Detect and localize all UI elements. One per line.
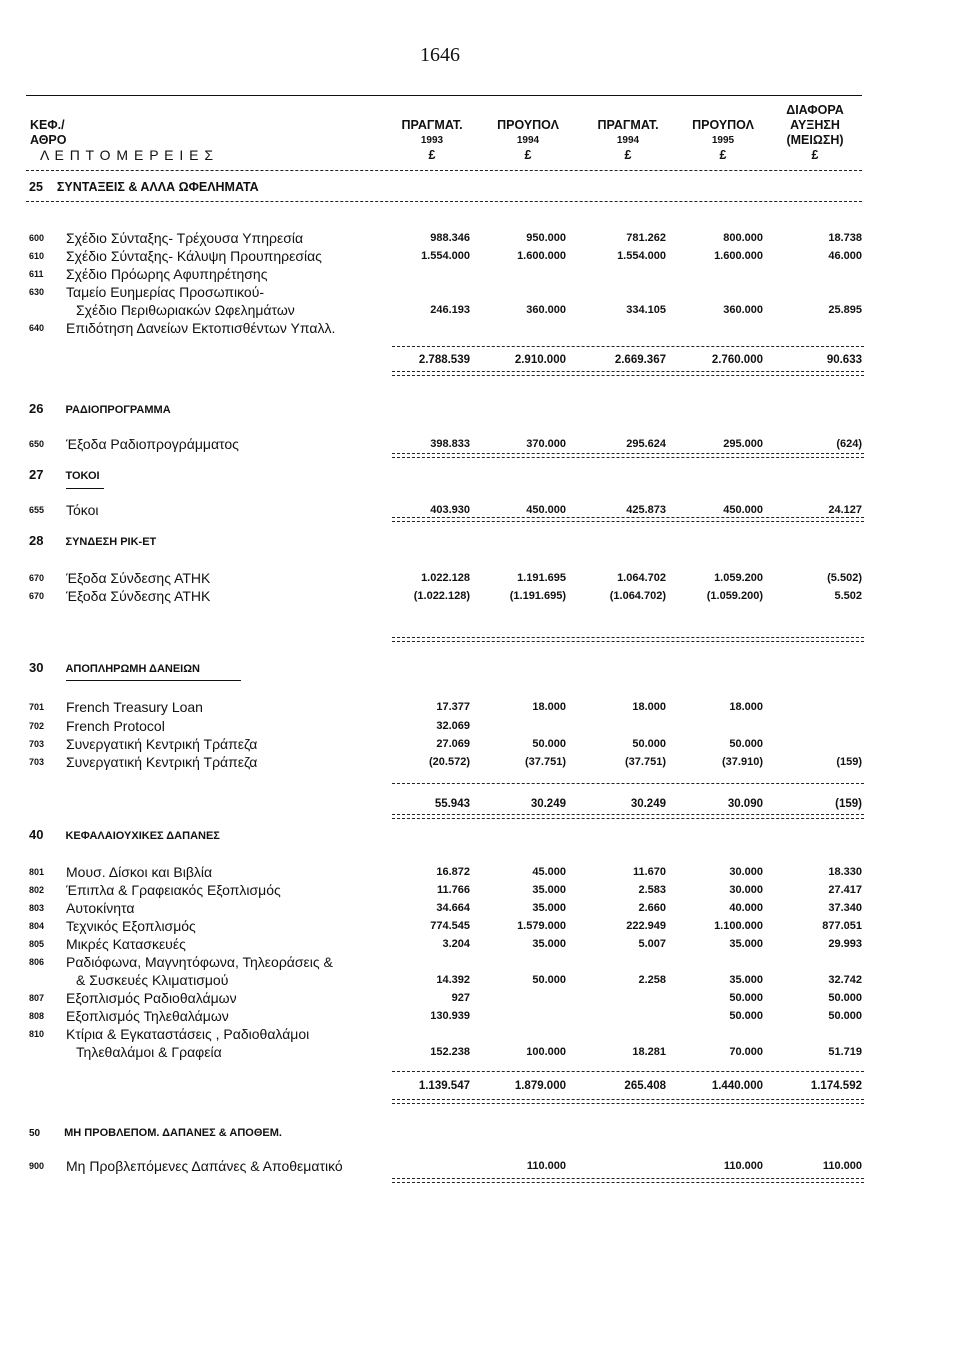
row-value: (20.572) bbox=[429, 756, 470, 768]
row-value: 35.000 bbox=[729, 974, 763, 986]
row-description: & Συσκευές Κλιματισμού bbox=[76, 972, 229, 988]
row-value: 46.000 bbox=[828, 250, 862, 262]
row-value: 35.000 bbox=[532, 938, 566, 950]
row-value: 110.000 bbox=[723, 1160, 763, 1172]
row-value: 34.664 bbox=[436, 902, 470, 914]
row-value: 130.939 bbox=[430, 1010, 470, 1022]
row-value: 51.719 bbox=[828, 1046, 862, 1058]
row-value: 1.600.000 bbox=[714, 250, 763, 262]
row-value: 27.069 bbox=[436, 738, 470, 750]
row-description: Τόκοι bbox=[66, 502, 99, 518]
row-value: 1.579.000 bbox=[517, 920, 566, 932]
total-value: 30.090 bbox=[727, 798, 763, 810]
row-value: 2.583 bbox=[638, 884, 666, 896]
row-description: Αυτοκίνητα bbox=[66, 900, 135, 916]
row-value: 2.258 bbox=[638, 974, 666, 986]
row-value: 32.742 bbox=[828, 974, 862, 986]
total-value: (159) bbox=[835, 798, 862, 810]
row-code: 802 bbox=[29, 885, 45, 895]
row-value: 1.554.000 bbox=[421, 250, 470, 262]
row-value: (1.059.200) bbox=[706, 590, 763, 602]
row-description: Μουσ. Δίσκοι και Βιβλία bbox=[66, 864, 213, 880]
row-value: 222.949 bbox=[626, 920, 666, 932]
row-description: Επιδότηση Δανείων Εκτοπισθέντων Υπαλλ. bbox=[66, 320, 336, 336]
row-description: Έξοδα Ραδιοπρογράμματος bbox=[66, 436, 239, 452]
row-value: 425.873 bbox=[626, 504, 666, 516]
row-value: 32.069 bbox=[436, 720, 470, 732]
row-value: 45.000 bbox=[532, 866, 566, 878]
row-value: (37.751) bbox=[625, 756, 666, 768]
row-code: 610 bbox=[29, 251, 45, 261]
row-description: Μικρές Κατασκευές bbox=[66, 936, 186, 952]
row-value: 29.993 bbox=[828, 938, 862, 950]
row-value: 25.895 bbox=[828, 304, 862, 316]
row-description: French Treasury Loan bbox=[66, 699, 203, 715]
row-value: 35.000 bbox=[729, 938, 763, 950]
total-underline-50 bbox=[392, 1178, 864, 1183]
row-value: 246.193 bbox=[430, 304, 470, 316]
row-description: Τεχνικός Εξοπλισμός bbox=[66, 918, 196, 934]
row-value: 35.000 bbox=[532, 902, 566, 914]
row-value: 800.000 bbox=[723, 232, 763, 244]
subtotal-rule-25 bbox=[392, 346, 864, 347]
total-underline-26 bbox=[392, 453, 864, 458]
row-value: 5.502 bbox=[834, 590, 862, 602]
row-value: 27.417 bbox=[828, 884, 862, 896]
row-value: (37.910) bbox=[722, 756, 763, 768]
row-code: 611 bbox=[29, 269, 44, 279]
row-value: 398.833 bbox=[430, 438, 470, 450]
row-value: 152.238 bbox=[430, 1046, 470, 1058]
row-value: 334.105 bbox=[626, 304, 666, 316]
row-value: 11.670 bbox=[632, 866, 666, 878]
row-code: 805 bbox=[29, 939, 45, 949]
row-code: 808 bbox=[29, 1011, 45, 1021]
col-header-budget-1994: ΠΡΟΥΠΟΛ 1994 £ bbox=[497, 118, 559, 162]
row-description: Κτίρια & Εγκαταστάσεις , Ραδιοθαλάμοι bbox=[66, 1026, 310, 1042]
section-28: 28 ΣΥΝΔΕΣΗ ΡΙΚ-ΕΤ bbox=[29, 533, 157, 548]
total-underline-27 bbox=[392, 517, 864, 522]
row-value: 50.000 bbox=[729, 992, 763, 1004]
section-27-underline bbox=[66, 488, 104, 489]
row-code: 810 bbox=[29, 1029, 45, 1039]
row-code: 803 bbox=[29, 903, 45, 913]
subtotal-rule-40 bbox=[392, 1071, 864, 1072]
section-30: 30 ΑΠΟΠΛΗΡΩΜΗ ΔΑΝΕΙΩΝ bbox=[29, 660, 200, 675]
row-value: 360.000 bbox=[526, 304, 566, 316]
row-code: 670 bbox=[29, 591, 45, 601]
row-value: 18.000 bbox=[632, 701, 666, 713]
row-value: (1.191.695) bbox=[509, 590, 566, 602]
row-code: 804 bbox=[29, 921, 45, 931]
total-value: 30.249 bbox=[530, 798, 566, 810]
total-value: 265.408 bbox=[624, 1080, 666, 1092]
row-value: 5.007 bbox=[638, 938, 666, 950]
row-value: 14.392 bbox=[436, 974, 470, 986]
row-value: 50.000 bbox=[532, 738, 566, 750]
row-code: 630 bbox=[29, 287, 45, 297]
row-value: 18.000 bbox=[532, 701, 566, 713]
row-code: 670 bbox=[29, 573, 45, 583]
row-value: 2.660 bbox=[638, 902, 666, 914]
row-description: Έπιπλα & Γραφειακός Εξοπλισμός bbox=[66, 882, 281, 898]
row-description: French Protocol bbox=[66, 718, 165, 734]
row-description: Έξοδα Σύνδεσης ΑΤΗΚ bbox=[66, 588, 211, 604]
row-value: 950.000 bbox=[526, 232, 566, 244]
row-code: 600 bbox=[29, 233, 45, 243]
row-value: 1.059.200 bbox=[714, 572, 763, 584]
row-value: 50.000 bbox=[729, 1010, 763, 1022]
row-value: 403.930 bbox=[430, 504, 470, 516]
row-value: 110.000 bbox=[822, 1160, 862, 1172]
total-value: 90.633 bbox=[826, 354, 862, 366]
total-underline-25 bbox=[392, 371, 864, 376]
row-value: 927 bbox=[451, 992, 470, 1004]
row-description: Ραδιόφωνα, Μαγνητόφωνα, Τηλεοράσεις & bbox=[66, 954, 333, 970]
row-value: 11.766 bbox=[436, 884, 470, 896]
row-description: Τηλεθαλάμοι & Γραφεία bbox=[76, 1044, 222, 1060]
row-description: Εξοπλισμός Ραδιοθαλάμων bbox=[66, 990, 237, 1006]
row-value: 3.204 bbox=[442, 938, 470, 950]
code-label-2: ΑΘΡΟ bbox=[30, 133, 67, 147]
row-value: (5.502) bbox=[827, 572, 862, 584]
row-value: 370.000 bbox=[526, 438, 566, 450]
row-description: Έξοδα Σύνδεσης ΑΤΗΚ bbox=[66, 570, 211, 586]
total-value: 1.139.547 bbox=[418, 1080, 470, 1092]
row-value: 70.000 bbox=[729, 1046, 763, 1058]
row-description: Συνεργατική Κεντρική Τράπεζα bbox=[66, 736, 258, 752]
row-value: 1.600.000 bbox=[517, 250, 566, 262]
total-value: 2.788.539 bbox=[418, 354, 470, 366]
row-code: 900 bbox=[29, 1161, 45, 1171]
section-25-rule bbox=[26, 201, 862, 202]
row-value: 16.872 bbox=[436, 866, 470, 878]
row-code: 640 bbox=[29, 323, 45, 333]
row-value: 1.064.702 bbox=[617, 572, 666, 584]
row-value: 50.000 bbox=[729, 738, 763, 750]
total-value: 1.440.000 bbox=[711, 1080, 763, 1092]
row-description: Μη Προβλεπόμενες Δαπάνες & Αποθεματικό bbox=[66, 1158, 343, 1174]
row-value: 18.000 bbox=[729, 701, 763, 713]
total-value: 30.249 bbox=[630, 798, 666, 810]
section-40: 40 ΚΕΦΑΛΑΙΟΥΧΙΚΕΣ ΔΑΠΑΝΕΣ bbox=[29, 827, 220, 842]
row-value: (624) bbox=[836, 438, 862, 450]
total-value: 1.174.592 bbox=[810, 1080, 862, 1092]
row-code: 650 bbox=[29, 439, 45, 449]
row-value: 50.000 bbox=[828, 1010, 862, 1022]
col-header-budget-1995: ΠΡΟΥΠΟΛ 1995 £ bbox=[692, 118, 754, 162]
row-value: 110.000 bbox=[526, 1160, 566, 1172]
col-header-actual-1993: ΠΡΑΓΜΑΤ. 1993 £ bbox=[401, 118, 463, 162]
row-value: 50.000 bbox=[828, 992, 862, 1004]
col-header-difference: ΔΙΑΦΟΡΑ ΑΥΞΗΣΗ (ΜΕΙΩΣΗ) £ bbox=[786, 103, 844, 162]
row-value: 30.000 bbox=[729, 884, 763, 896]
row-value: 18.330 bbox=[828, 866, 862, 878]
row-code: 655 bbox=[29, 505, 45, 515]
row-value: 1.554.000 bbox=[617, 250, 666, 262]
row-value: 35.000 bbox=[532, 884, 566, 896]
total-value: 1.879.000 bbox=[514, 1080, 566, 1092]
row-value: 18.738 bbox=[828, 232, 862, 244]
row-value: 1.022.128 bbox=[421, 572, 470, 584]
row-value: 37.340 bbox=[828, 902, 862, 914]
row-value: 50.000 bbox=[532, 974, 566, 986]
top-rule bbox=[26, 95, 862, 96]
row-value: (1.022.128) bbox=[413, 590, 470, 602]
row-description: Σχέδιο Σύνταξης- Κάλυψη Προυπηρεσίας bbox=[66, 248, 322, 264]
row-code: 703 bbox=[29, 757, 45, 767]
section-30-underline bbox=[66, 680, 241, 681]
row-value: 295.000 bbox=[723, 438, 763, 450]
row-value: (159) bbox=[836, 756, 862, 768]
section-25: 25 ΣΥΝΤΑΞΕΙΣ & ΑΛΛΑ ΩΦΕΛΗΜΑΤΑ bbox=[29, 180, 259, 194]
row-value: 30.000 bbox=[729, 866, 763, 878]
row-value: 50.000 bbox=[632, 738, 666, 750]
section-50: 50 ΜΗ ΠΡΟΒΛΕΠΟΜ. ΔΑΠΑΝΕΣ & ΑΠΟΘΕΜ. bbox=[29, 1127, 282, 1139]
row-value: 877.051 bbox=[822, 920, 862, 932]
row-code: 801 bbox=[29, 867, 45, 877]
row-value: 1.191.695 bbox=[517, 572, 566, 584]
total-value: 55.943 bbox=[434, 798, 470, 810]
total-value: 2.760.000 bbox=[711, 354, 763, 366]
row-value: 988.346 bbox=[430, 232, 470, 244]
row-description: Ταμείο Ευημερίας Προσωπικού- bbox=[66, 284, 265, 300]
total-value: 2.669.367 bbox=[614, 354, 666, 366]
total-value: 2.910.000 bbox=[514, 354, 566, 366]
row-description: Σχέδιο Σύνταξης- Τρέχουσα Υπηρεσία bbox=[66, 230, 304, 246]
row-value: (1.064.702) bbox=[609, 590, 666, 602]
row-description: Εξοπλισμός Τηλεθαλάμων bbox=[66, 1008, 229, 1024]
page-number: 1646 bbox=[420, 44, 460, 66]
row-value: 1.100.000 bbox=[714, 920, 763, 932]
total-underline-28 bbox=[392, 637, 864, 642]
row-value: 781.262 bbox=[626, 232, 666, 244]
row-value: 18.281 bbox=[632, 1046, 666, 1058]
row-value: 450.000 bbox=[526, 504, 566, 516]
row-description: Σχέδιο Πρόωρης Αφυπηρέτησης bbox=[66, 266, 268, 282]
row-description: Συνεργατική Κεντρική Τράπεζα bbox=[66, 754, 258, 770]
subtotal-rule-30 bbox=[392, 783, 864, 784]
section-27: 27 ΤΟΚΟΙ bbox=[29, 467, 100, 482]
total-underline-40 bbox=[392, 1099, 864, 1104]
header-rule bbox=[26, 170, 862, 171]
code-label: ΚΕΦ./ bbox=[30, 118, 65, 132]
row-value: 360.000 bbox=[723, 304, 763, 316]
row-code: 807 bbox=[29, 993, 45, 1003]
row-value: 40.000 bbox=[729, 902, 763, 914]
row-code: 702 bbox=[29, 721, 45, 731]
row-value: 17.377 bbox=[436, 701, 470, 713]
row-code: 701 bbox=[29, 702, 45, 712]
row-value: 295.624 bbox=[626, 438, 666, 450]
row-description: Σχέδιο Περιθωριακών Ωφελημάτων bbox=[76, 302, 295, 318]
row-value: 24.127 bbox=[828, 504, 862, 516]
col-header-actual-1994: ΠΡΑΓΜΑΤ. 1994 £ bbox=[597, 118, 659, 162]
row-code: 703 bbox=[29, 739, 45, 749]
row-value: 450.000 bbox=[723, 504, 763, 516]
details-label: Λ Ε Π Τ Ο Μ Ε Ρ Ε Ι Ε Σ bbox=[40, 147, 215, 163]
row-code: 806 bbox=[29, 957, 45, 967]
section-26: 26 ΡΑΔΙΟΠΡΟΓΡΑΜΜΑ bbox=[29, 401, 171, 416]
row-value: (37.751) bbox=[525, 756, 566, 768]
row-value: 100.000 bbox=[526, 1046, 566, 1058]
row-value: 774.545 bbox=[430, 920, 470, 932]
total-underline-30 bbox=[392, 814, 864, 819]
